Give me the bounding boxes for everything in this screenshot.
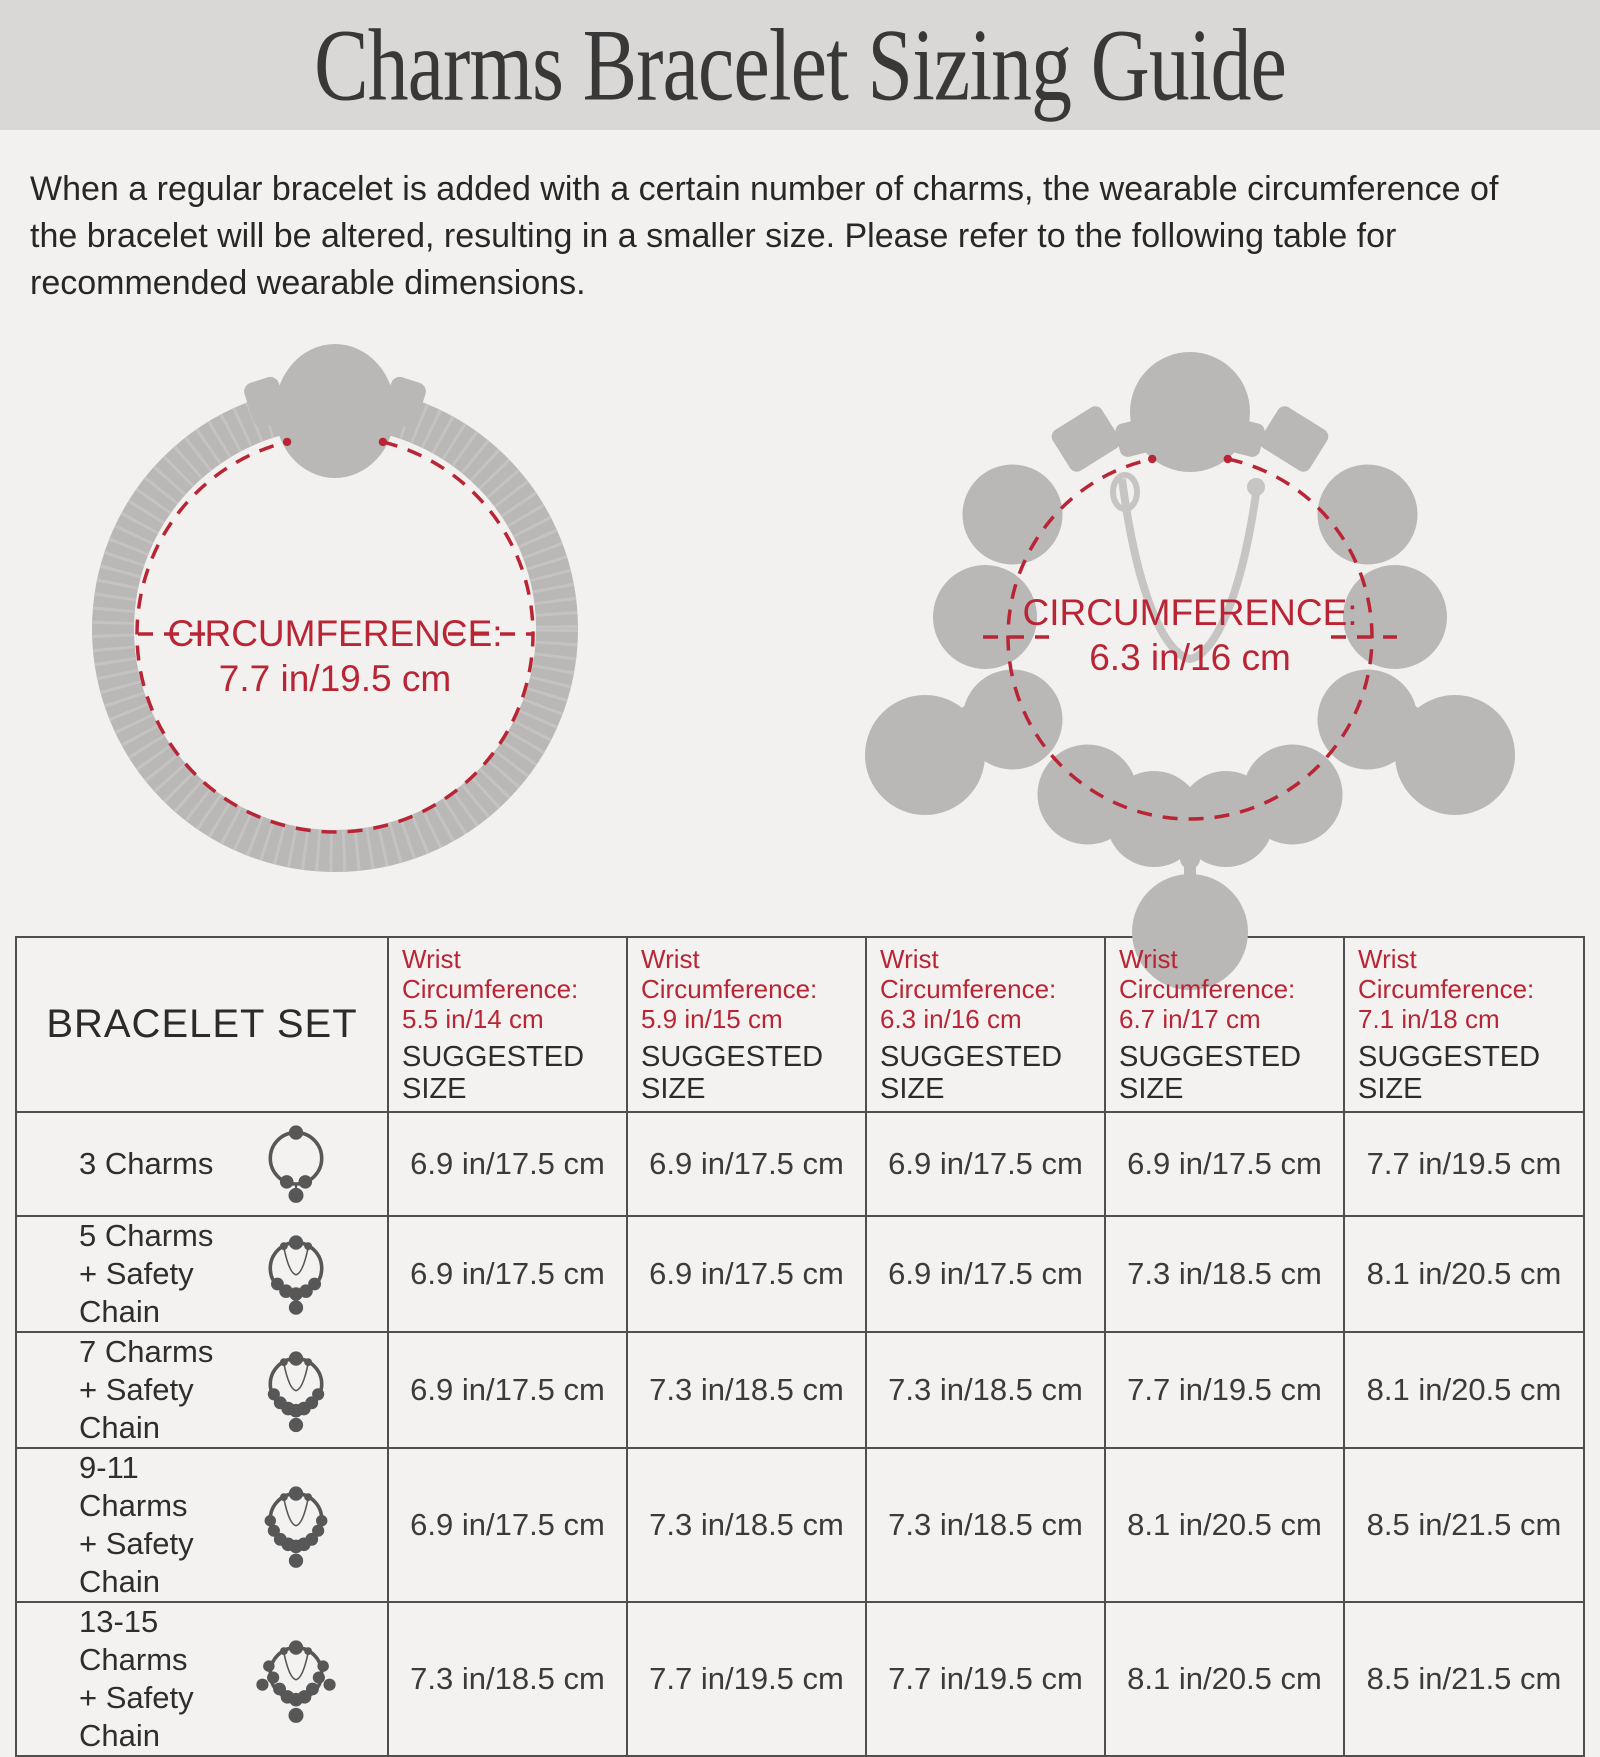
size-cell: 8.1 in/20.5 cm (1344, 1216, 1584, 1332)
size-cell: 6.9 in/17.5 cm (388, 1332, 627, 1448)
circumference-value-right: 6.3 in/16 cm (1089, 637, 1291, 678)
row-label: 5 Charms (79, 1218, 214, 1253)
suggested-size-label: SUGGESTED SIZE (880, 1041, 1063, 1105)
wrist-circumference-value: 5.9 in/15 cm (641, 1004, 783, 1034)
size-cell: 7.3 in/18.5 cm (866, 1332, 1105, 1448)
suggested-size-label: SUGGESTED SIZE (1119, 1041, 1302, 1105)
circumference-label-right: CIRCUMFERENCE: (1022, 592, 1358, 633)
size-cell: 6.9 in/17.5 cm (627, 1112, 866, 1216)
bracelet-7-charms-safety-chain-icon (253, 1340, 339, 1440)
size-cell: 6.9 in/17.5 cm (627, 1216, 866, 1332)
size-cell: 7.3 in/18.5 cm (866, 1448, 1105, 1602)
diagrams-section (0, 307, 1600, 932)
size-cell: 8.1 in/20.5 cm (1105, 1448, 1344, 1602)
row-label-line2: + Safety Chain (79, 1526, 194, 1599)
row-label: 13-15 Charms (79, 1604, 188, 1677)
size-cell: 6.9 in/17.5 cm (388, 1448, 627, 1602)
charm-bracelet-diagram (835, 307, 1545, 997)
size-cell: 6.9 in/17.5 cm (388, 1112, 627, 1216)
wrist-circumference-title: Wrist Circumference: (641, 944, 818, 1004)
intro-paragraph: When a regular bracelet is added with a certain number of charms, the wearable circumference of the bracelet will be altered, resulting in a smaller size. Please refer to the following table for recommended wearable dimensions. (30, 170, 1499, 302)
size-cell: 8.1 in/20.5 cm (1344, 1332, 1584, 1448)
size-cell: 6.9 in/17.5 cm (388, 1216, 627, 1332)
wrist-circumference-title: Wrist Circumference: (1358, 944, 1535, 1004)
wrist-circumference-value: 6.7 in/17 cm (1119, 1004, 1261, 1034)
sizing-table (15, 936, 1585, 1757)
title-band (0, 0, 1600, 130)
size-cell: 6.9 in/17.5 cm (866, 1112, 1105, 1216)
table-row-13-15-charms (16, 1602, 1584, 1756)
size-cell: 6.9 in/17.5 cm (1105, 1112, 1344, 1216)
size-cell: 8.5 in/21.5 cm (1344, 1602, 1584, 1756)
size-cell: 8.5 in/21.5 cm (1344, 1448, 1584, 1602)
plain-bracelet-silhouette-icon (113, 344, 557, 851)
column-header-15cm (627, 937, 866, 1112)
row-label-line2: + Safety Chain (79, 1680, 194, 1753)
bracelet-9-11-charms-safety-chain-icon (253, 1475, 339, 1575)
table-row-5-charms (16, 1216, 1584, 1332)
wrist-circumference-value: 5.5 in/14 cm (402, 1004, 544, 1034)
table-row-9-11-charms (16, 1448, 1584, 1602)
size-cell: 7.7 in/19.5 cm (627, 1602, 866, 1756)
row-label-line2: + Safety Chain (79, 1372, 194, 1445)
wrist-circumference-value: 7.1 in/18 cm (1358, 1004, 1500, 1034)
bracelet-5-charms-safety-chain-icon (253, 1224, 339, 1324)
size-cell: 7.3 in/18.5 cm (1105, 1216, 1344, 1332)
size-cell: 7.3 in/18.5 cm (627, 1332, 866, 1448)
wrist-circumference-value: 6.3 in/16 cm (880, 1004, 1022, 1034)
suggested-size-label: SUGGESTED SIZE (1358, 1041, 1541, 1105)
size-cell: 7.7 in/19.5 cm (1344, 1112, 1584, 1216)
table-row-7-charms (16, 1332, 1584, 1448)
circumference-annotation-left (137, 438, 533, 832)
suggested-size-label: SUGGESTED SIZE (641, 1041, 824, 1105)
size-cell: 6.9 in/17.5 cm (866, 1216, 1105, 1332)
wrist-circumference-title: Wrist Circumference: (402, 944, 579, 1004)
suggested-size-label: SUGGESTED SIZE (402, 1041, 585, 1105)
circumference-label-left: CIRCUMFERENCE: (167, 613, 503, 654)
plain-bracelet-diagram (70, 329, 600, 889)
page-title: Charms Bracelet Sizing Guide (314, 7, 1286, 123)
size-cell: 7.3 in/18.5 cm (627, 1448, 866, 1602)
size-cell: 8.1 in/20.5 cm (1105, 1602, 1344, 1756)
column-header-14cm (388, 937, 627, 1112)
bracelet-13-15-charms-safety-chain-icon (253, 1629, 339, 1729)
size-cell: 7.3 in/18.5 cm (388, 1602, 627, 1756)
table-row-3-charms (16, 1112, 1584, 1216)
bracelet-set-header: BRACELET SET (16, 937, 388, 1112)
circumference-value-left: 7.7 in/19.5 cm (218, 658, 452, 699)
row-label: 3 Charms (79, 1146, 214, 1181)
row-label-line2: + Safety Chain (79, 1256, 194, 1329)
row-label: 9-11 Charms (79, 1450, 188, 1523)
size-cell: 7.7 in/19.5 cm (866, 1602, 1105, 1756)
wrist-circumference-title: Wrist Circumference: (880, 944, 1057, 1004)
wrist-circumference-title: Wrist Circumference: (1119, 944, 1296, 1004)
size-cell: 7.7 in/19.5 cm (1105, 1332, 1344, 1448)
bracelet-3-charms-icon (253, 1114, 339, 1214)
row-label: 7 Charms (79, 1334, 214, 1369)
